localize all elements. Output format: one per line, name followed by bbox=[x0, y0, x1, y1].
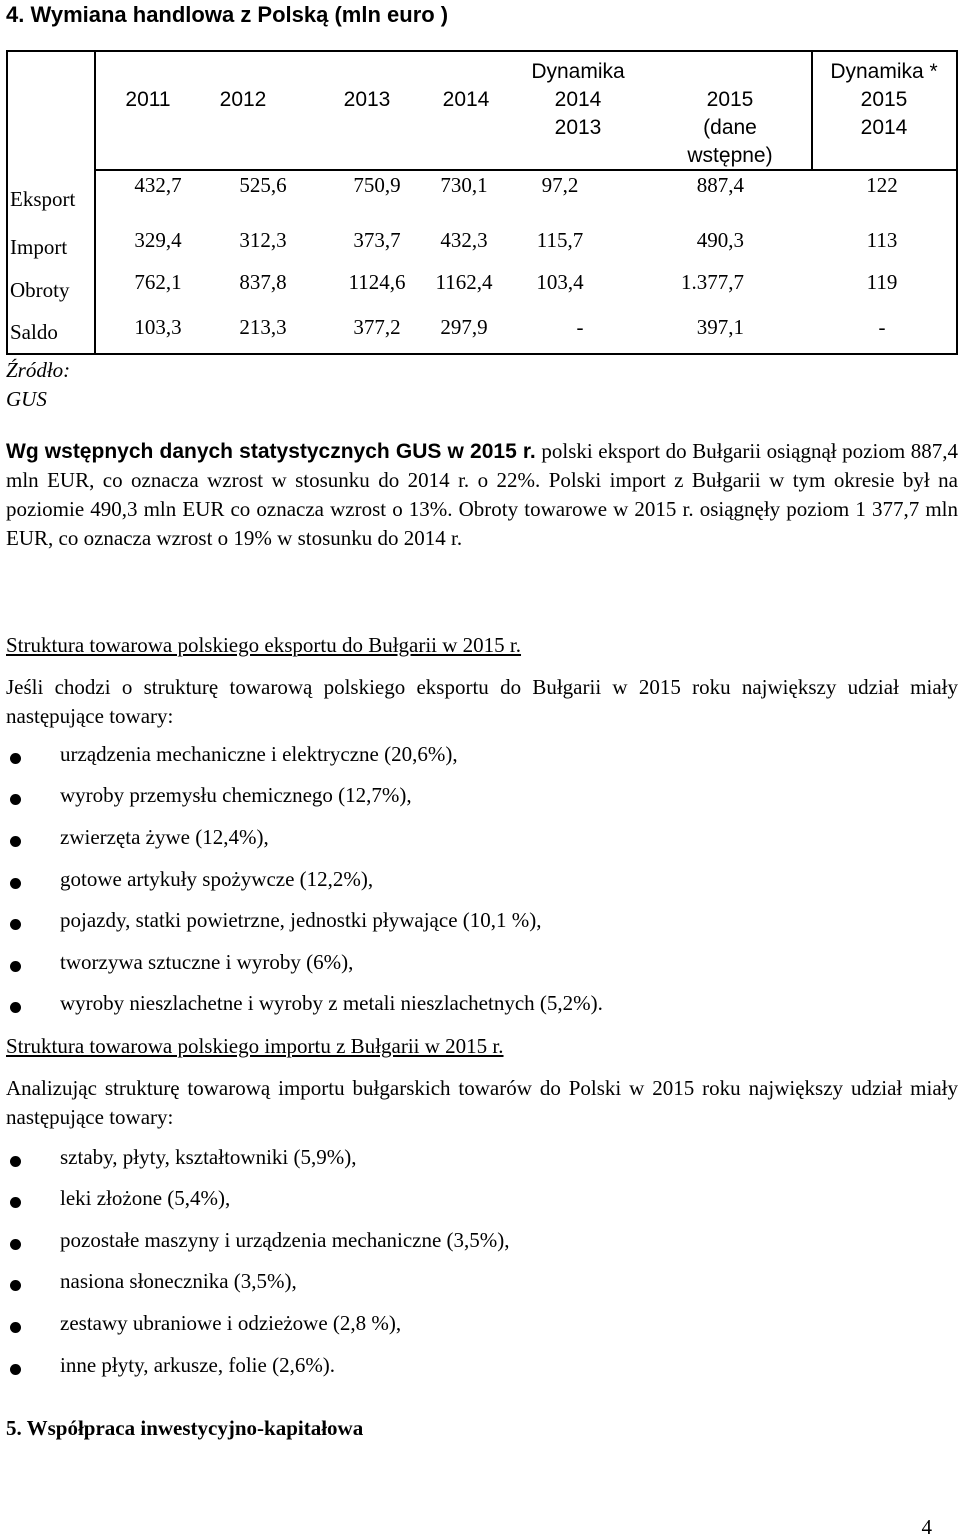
bullet-icon bbox=[10, 836, 21, 847]
table-source-line2: GUS bbox=[6, 387, 47, 411]
header-2015-line2: (dane bbox=[703, 116, 757, 139]
summary-paragraph bbox=[6, 437, 958, 553]
cell-saldo-2015: 397,1 bbox=[696, 315, 744, 339]
bullet-icon bbox=[10, 794, 21, 805]
bullet-icon bbox=[10, 919, 21, 930]
cell-eksport-2014: 730,1 bbox=[440, 173, 488, 197]
cell-import-2013: 373,7 bbox=[353, 228, 401, 252]
list-item-text: pozostałe maszyny i urządzenia mechaniczne (3,5%), bbox=[60, 1228, 510, 1252]
cell-import-dyn1: 115,7 bbox=[536, 228, 584, 252]
list-item-text: urządzenia mechaniczne i elektryczne (20,6%), bbox=[60, 742, 458, 766]
bullet-icon bbox=[10, 1197, 21, 1208]
cell-import-2011: 329,4 bbox=[134, 228, 182, 252]
cell-import-2012: 312,3 bbox=[239, 228, 287, 252]
cell-eksport-dyn1: 97,2 bbox=[541, 173, 579, 197]
section-4-heading: 4. Wymiana handlowa z Polską (mln euro ) bbox=[6, 2, 449, 27]
cell-eksport-2011: 432,7 bbox=[134, 173, 182, 197]
header-dynamika-1-line3: 2013 bbox=[554, 116, 602, 139]
bullet-icon bbox=[10, 1364, 21, 1375]
row-label-import: Import bbox=[10, 235, 68, 259]
bullet-icon bbox=[10, 878, 21, 889]
header-dynamika-2-line1: Dynamika * bbox=[830, 60, 938, 83]
cell-saldo-dyn2: - bbox=[878, 315, 886, 339]
summary-paragraph-text: polski eksport do Bułgarii osiągnął poziom 887,4 mln EUR, co oznacza wzrost w stosunku do 2014 r. o 22%. Polski import z Bułgarii w tym okresie był na poziomie 490,3 mln EUR co oznacza wzrost o 13%. Obroty towarowe w 2015 r. osiągnęły poziom 1 377,7 mln EUR, co oznacza wzrost o 19% w stosunku do 2014 r. bbox=[6, 439, 958, 550]
list-item-text: zwierzęta żywe (12,4%), bbox=[60, 825, 269, 849]
header-2014: 2014 bbox=[442, 88, 490, 111]
cell-import-2014: 432,3 bbox=[440, 228, 488, 252]
header-2011: 2011 bbox=[125, 88, 171, 111]
cell-obroty-2013: 1124,6 bbox=[348, 270, 406, 294]
export-structure-intro: Jeśli chodzi o strukturę towarową polskiego eksportu do Bułgarii w 2015 roku największy udział miały następujące towary: bbox=[6, 675, 958, 728]
cell-import-2015: 490,3 bbox=[696, 228, 744, 252]
summary-paragraph-lead: Wg wstępnych danych statystycznych GUS w 2015 r. bbox=[6, 440, 536, 463]
cell-saldo-2013: 377,2 bbox=[353, 315, 401, 339]
table-source-line1: Źródło: bbox=[6, 358, 71, 382]
cell-eksport-2013: 750,9 bbox=[353, 173, 401, 197]
list-item-text: wyroby nieszlachetne i wyroby z metali nieszlachetnych (5,2%). bbox=[60, 991, 603, 1015]
list-item-text: pojazdy, statki powietrzne, jednostki pływające (10,1 %), bbox=[60, 908, 542, 932]
row-label-saldo: Saldo bbox=[10, 320, 58, 344]
list-item-text: wyroby przemysłu chemicznego (12,7%), bbox=[60, 783, 412, 807]
cell-obroty-2014: 1162,4 bbox=[435, 270, 493, 294]
cell-saldo-2012: 213,3 bbox=[239, 315, 287, 339]
row-label-eksport: Eksport bbox=[10, 187, 76, 211]
header-2012: 2012 bbox=[219, 88, 267, 111]
header-2013: 2013 bbox=[343, 88, 391, 111]
bullet-icon bbox=[10, 1002, 21, 1013]
cell-eksport-2012: 525,6 bbox=[239, 173, 287, 197]
cell-obroty-2011: 762,1 bbox=[134, 270, 182, 294]
list-item-text: gotowe artykuły spożywcze (12,2%), bbox=[60, 867, 374, 891]
cell-import-dyn2: 113 bbox=[866, 228, 898, 252]
cell-eksport-dyn2: 122 bbox=[866, 173, 898, 197]
cell-obroty-2015: 1.377,7 bbox=[681, 270, 744, 294]
bullet-icon bbox=[10, 753, 21, 764]
bullet-icon bbox=[10, 1239, 21, 1250]
export-items-list bbox=[6, 742, 956, 1032]
cell-eksport-2015: 887,4 bbox=[696, 173, 744, 197]
import-items-list bbox=[6, 1145, 956, 1395]
list-item-text: tworzywa sztuczne i wyroby (6%), bbox=[60, 950, 354, 974]
header-dynamika-1-line2: 2014 bbox=[554, 88, 602, 111]
list-item-text: leki złożone (5,4%), bbox=[60, 1186, 231, 1210]
list-item-text: nasiona słonecznika (3,5%), bbox=[60, 1269, 297, 1293]
cell-saldo-2011: 103,3 bbox=[134, 315, 182, 339]
cell-obroty-dyn1: 103,4 bbox=[536, 270, 584, 294]
header-dynamika-2-line3: 2014 bbox=[860, 116, 908, 139]
row-label-obroty: Obroty bbox=[10, 278, 70, 302]
page-number: 4 bbox=[921, 1515, 932, 1539]
header-dynamika-2-line2: 2015 bbox=[860, 88, 908, 111]
cell-obroty-dyn2: 119 bbox=[866, 270, 898, 294]
export-structure-title: Struktura towarowa polskiego eksportu do Bułgarii w 2015 r. bbox=[6, 633, 522, 657]
import-structure-title: Struktura towarowa polskiego importu z Bułgarii w 2015 r. bbox=[6, 1034, 504, 1058]
bullet-icon bbox=[10, 1156, 21, 1167]
cell-saldo-dyn1: - bbox=[576, 315, 584, 339]
import-structure-intro: Analizując strukturę towarową importu bułgarskich towarów do Polski w 2015 roku największy udział miały następujące towary: bbox=[6, 1076, 958, 1129]
bullet-icon bbox=[10, 961, 21, 972]
section-5-heading: 5. Współpraca inwestycyjno-kapitałowa bbox=[6, 1416, 364, 1440]
cell-saldo-2014: 297,9 bbox=[440, 315, 488, 339]
header-2015-line3: wstępne) bbox=[687, 144, 773, 167]
cell-obroty-2012: 837,8 bbox=[239, 270, 287, 294]
bullet-icon bbox=[10, 1280, 21, 1291]
bullet-icon bbox=[10, 1322, 21, 1333]
list-item-text: zestawy ubraniowe i odzieżowe (2,8 %), bbox=[60, 1311, 402, 1335]
header-2015-line1: 2015 bbox=[706, 88, 754, 111]
list-item-text: inne płyty, arkusze, folie (2,6%). bbox=[60, 1353, 336, 1377]
list-item-text: sztaby, płyty, kształtowniki (5,9%), bbox=[60, 1145, 357, 1169]
header-dynamika-1-line1: Dynamika bbox=[531, 60, 625, 83]
